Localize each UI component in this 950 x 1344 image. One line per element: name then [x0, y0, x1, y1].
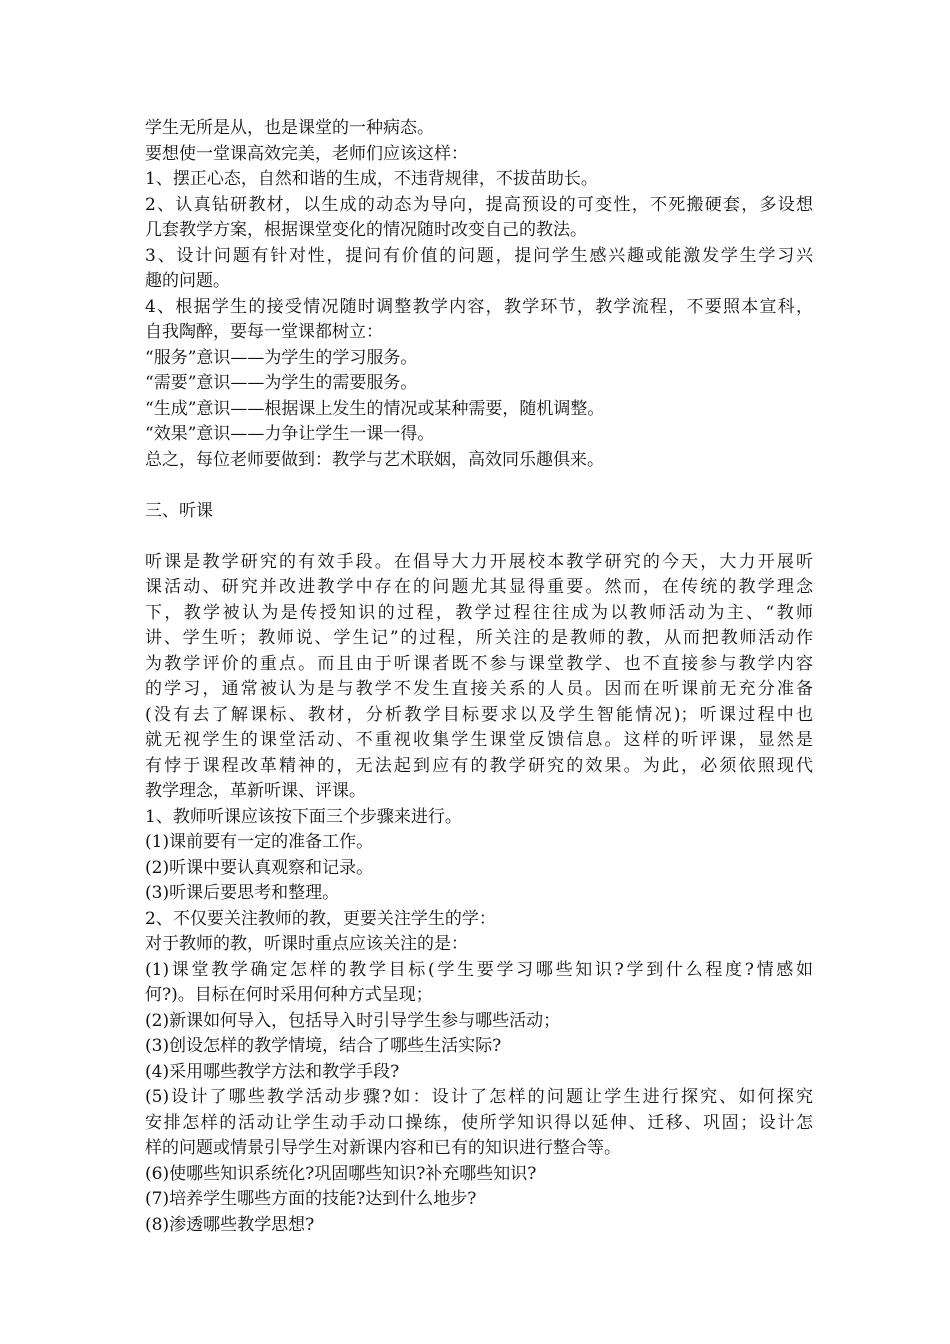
list-item: “需要”意识——为学生的需要服务。: [145, 373, 418, 393]
paragraph-line: 课活动、研究并改进教学中存在的问题尤其显得重要。然而，在传统的教学理念: [145, 577, 813, 597]
text-line: 样的问题或情景引导学生对新课内容和已有的知识进行整合等。: [145, 1138, 621, 1158]
intro-block: [145, 116, 813, 473]
list-item: 2、不仅要关注教师的教，更要关注学生的学：: [145, 908, 496, 929]
paragraph-line: 教学理念，革新听课、评课。: [145, 781, 366, 801]
list-item: (5)设计了哪些教学活动步骤?如：设计了怎样的问题让学生进行探究、如何探究: [145, 1087, 813, 1107]
list-item: (7)培养学生哪些方面的技能?达到什么地步?: [145, 1189, 477, 1209]
list-item: 1、教师听课应该按下面三个步骤来进行。: [145, 806, 462, 827]
paragraph-line: 有悖于课程改革精神的，无法起到应有的教学研究的效果。为此，必须依照现代: [145, 755, 813, 776]
spacer: [145, 473, 813, 499]
paragraph-line: 下，教学被认为是传授知识的过程，教学过程往往成为以教师活动为主、“教师: [145, 602, 813, 623]
paragraph-line: 就无视学生的课堂活动、不重视收集学生课堂反馈信息。这样的听评课，显然是: [145, 730, 813, 750]
paragraph-line: 为教学评价的重点。而且由于听课者既不参与课堂教学、也不直接参与教学内容: [145, 653, 813, 674]
list-item: 3、设计问题有针对性，提问有价值的问题，提问学生感兴趣或能激发学生学习兴: [145, 245, 813, 266]
list-item: “服务”意识——为学生的学习服务。: [145, 347, 418, 368]
list-item: (2)新课如何导入，包括导入时引导学生参与哪些活动；: [145, 1010, 561, 1031]
paragraph-line: (没有去了解课标、教材，分析教学目标要求以及学生智能情况)；听课过程中也: [145, 704, 813, 725]
text-line: 学生无所是从，也是课堂的一种病态。: [145, 118, 434, 138]
list-item: (3)创设怎样的教学情境，结合了哪些生活实际?: [145, 1036, 502, 1056]
document-page: [145, 116, 813, 1238]
text-line: 几套教学方案，根据课堂变化的情况随时改变自己的教法。: [145, 220, 587, 240]
paragraph-line: 讲、学生听；教师说、学生记”的过程，所关注的是教师的教，从而把教师活动作: [145, 628, 813, 648]
list-item: (8)渗透哪些教学思想?: [145, 1214, 315, 1235]
body-block: [145, 550, 813, 1239]
list-item: (4)采用哪些教学方法和教学手段?: [145, 1061, 400, 1082]
list-item: (1)课前要有一定的准备工作。: [145, 832, 374, 852]
text-line: 自我陶醉，要每一堂课都树立：: [145, 322, 383, 342]
text-line: 对于教师的教，听课时重点应该关注的是：: [145, 934, 468, 954]
section-heading: 三、听课: [145, 500, 213, 521]
summary-line: 总之，每位老师要做到：教学与艺术联姻，高效同乐趣俱来。: [145, 449, 604, 470]
list-item: “效果”意识——力争让学生一课一得。: [145, 424, 435, 444]
spacer: [145, 524, 813, 550]
paragraph-line: 的学习，通常被认为是与教学不发生直接关系的人员。因而在听课前无充分准备: [145, 679, 813, 699]
list-item: (2)听课中要认真观察和记录。: [145, 857, 374, 878]
list-item: 1、摆正心态，自然和谐的生成，不违背规律，不拔苗助长。: [145, 169, 598, 189]
list-item: “生成”意识——根据课上发生的情况或某种需要，随机调整。: [145, 398, 605, 419]
text-line: 要想使一堂课高效完美，老师们应该这样：: [145, 143, 468, 164]
paragraph-line: 听课是教学研究的有效手段。在倡导大力开展校本教学研究的今天，大力开展听: [145, 551, 813, 572]
text-line: 何?)。目标在何时采用何种方式呈现；: [145, 985, 433, 1005]
list-item: (1)课堂教学确定怎样的教学目标(学生要学习哪些知识?学到什么程度?情感如: [145, 959, 813, 980]
text-line: 趣的问题。: [145, 271, 230, 291]
list-item: 4、根据学生的接受情况随时调整教学内容，教学环节，教学流程，不要照本宣科，: [145, 296, 813, 317]
text-line: 安排怎样的活动让学生动手动口操练，使所学知识得以延伸、迁移、巩固；设计怎: [145, 1112, 813, 1133]
list-item: (3)听课后要思考和整理。: [145, 883, 340, 903]
list-item: (6)使哪些知识系统化?巩固哪些知识?补充哪些知识?: [145, 1163, 537, 1184]
list-item: 2、认真钻研教材，以生成的动态为导向，提高预设的可变性，不死搬硬套，多设想: [145, 194, 813, 215]
